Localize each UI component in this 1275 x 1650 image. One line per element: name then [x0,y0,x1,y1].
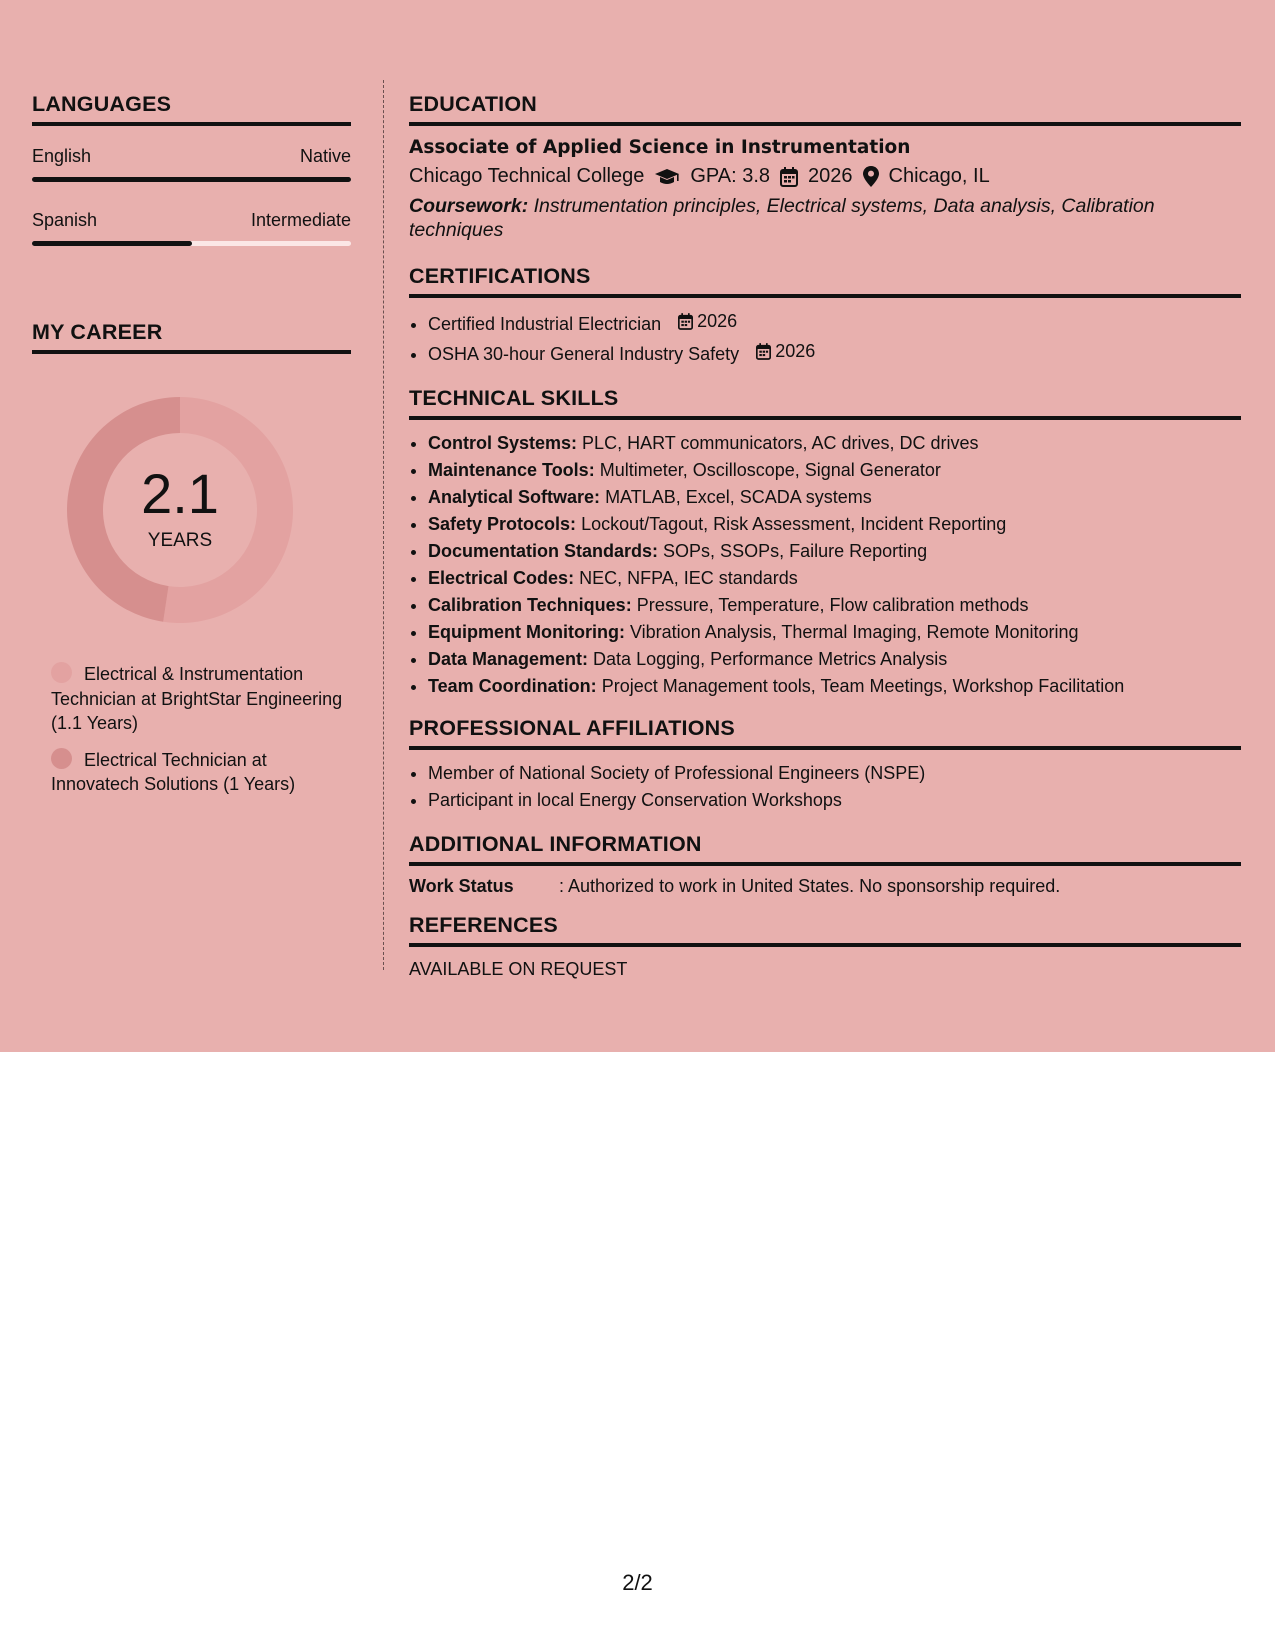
education-coursework [409,194,1241,242]
career-legend-text: Electrical & Instrumentation Technician at BrightStar Engineering (1.1 Years) [51,664,343,733]
skill-label: Control Systems: [428,433,578,453]
certification-year: 2026 [697,311,738,331]
skill-item [428,457,1241,484]
language-level: Native [299,146,351,166]
skill-value: Vibration Analysis, Thermal Imaging, Remote Monitoring [629,622,1079,642]
career-legend-item [51,748,351,797]
right-column [409,92,1241,980]
skill-item [428,565,1241,592]
languages-title: LANGUAGES [32,92,351,126]
skill-item [428,511,1241,538]
skill-label: Electrical Codes: [428,568,575,588]
calendar-icon [780,167,798,187]
additional-info-title: ADDITIONAL INFORMATION [409,832,1241,866]
certification-name: OSHA 30-hour General Industry Safety [428,344,740,364]
graduation-cap-icon [654,168,680,186]
certification-year: 2026 [775,341,816,361]
language-level: Intermediate [250,210,351,230]
certifications-list [409,308,1241,368]
education-title: EDUCATION [409,92,1241,126]
technical-skills-list [409,430,1241,700]
references-title: REFERENCES [409,913,1241,947]
language-bar-fill [32,177,351,182]
skill-value: Project Management tools, Team Meetings, Workshop Facilitation [601,676,1125,696]
technical-skills-title: TECHNICAL SKILLS [409,386,1241,420]
coursework-text: Instrumentation principles, Electrical systems, Data analysis, Calibration techniques [409,195,1155,241]
skill-value: Lockout/Tagout, Risk Assessment, Incident Reporting [581,514,1007,534]
calendar-icon [678,313,693,330]
skill-value: SOPs, SSOPs, Failure Reporting [663,541,928,561]
language-name: English [32,146,92,166]
skill-label: Analytical Software: [428,487,601,507]
career-total-unit: YEARS [147,530,213,551]
legend-dot [51,748,72,769]
skill-item [428,538,1241,565]
skill-item [428,484,1241,511]
legend-dot [51,662,72,683]
education-degree: Associate of Applied Science in Instrumentation [409,137,911,158]
work-status-label: Work Status [409,876,514,896]
skill-item [428,646,1241,673]
coursework-label: Coursework: [409,195,529,217]
skill-value: NEC, NFPA, IEC standards [579,568,798,588]
work-status-row [409,876,1241,897]
map-pin-icon [863,166,879,187]
career-legend-text: Electrical Technician at Innovatech Solutions (1 Years) [51,749,296,794]
skill-value: MATLAB, Excel, SCADA systems [605,487,872,507]
affiliation-item: • Participant in local Energy Conservation Workshops [428,787,1241,814]
language-bar [32,177,351,182]
education-gpa: GPA: 3.8 [690,165,771,187]
certification-name: Certified Industrial Electrician [428,314,662,334]
skill-item [428,619,1241,646]
skill-value: Pressure, Temperature, Flow calibration methods [636,595,1029,615]
skill-label: Safety Protocols: [428,514,577,534]
skill-item [428,430,1241,457]
column-divider [383,80,384,970]
education-year: 2026 [808,165,853,187]
education-location: Chicago, IL [888,165,990,187]
career-donut-chart [66,396,294,624]
skill-label: Calibration Techniques: [428,595,632,615]
skill-item [428,673,1241,700]
skill-label: Equipment Monitoring: [428,622,625,642]
page-number: 2/2 [622,1570,653,1595]
skill-item [428,592,1241,619]
skill-value: Multimeter, Oscilloscope, Signal Generator [599,460,941,480]
skill-value: PLC, HART communicators, AC drives, DC drives [582,433,979,453]
education-details [409,165,1241,188]
calendar-icon [756,343,771,360]
skill-label: Data Management: [428,649,589,669]
education-school: Chicago Technical College [409,165,645,187]
skill-label: Documentation Standards: [428,541,659,561]
skill-label: Maintenance Tools: [428,460,595,480]
affiliations-title: PROFESSIONAL AFFILIATIONS [409,716,1241,750]
affiliations-list [409,760,1241,814]
certifications-title: CERTIFICATIONS [409,264,1241,298]
language-item [32,146,351,182]
language-bar-fill [32,241,192,246]
language-item [32,210,351,246]
affiliation-item: • Member of National Society of Professional Engineers (NSPE) [428,760,1241,787]
work-status-value: : Authorized to work in United States. No sponsorship required. [559,876,1061,896]
career-total-years: 2.1 [141,462,219,525]
certification-item [428,338,1241,368]
career-legend-item [51,662,351,736]
language-name: Spanish [32,210,98,230]
left-column [32,92,351,797]
certification-item [428,308,1241,338]
career-title: MY CAREER [32,320,351,354]
references-text: AVAILABLE ON REQUEST [409,959,628,979]
language-bar [32,241,351,246]
skill-value: Data Logging, Performance Metrics Analysis [593,649,948,669]
skill-label: Team Coordination: [428,676,597,696]
